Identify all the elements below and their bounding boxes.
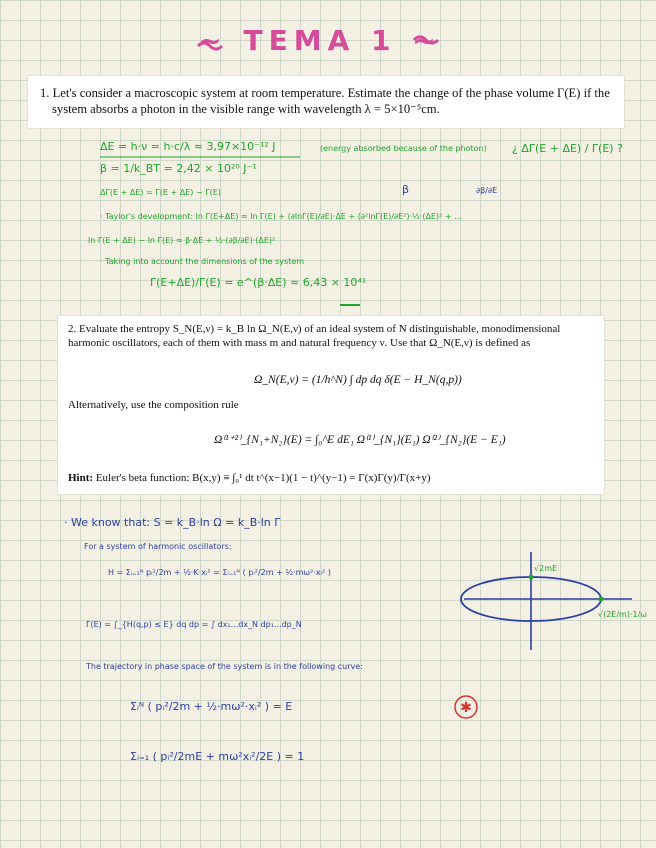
note-hamiltonian: H = Σᵢ₌₁ᴺ pᵢ²/2m + ½·K·xᵢ² = Σᵢ₌₁ᴺ ( pᵢ²/2m + ½·mω²·xᵢ² ) xyxy=(108,568,331,577)
note-energy: ΔE = h·ν = h·c/λ ≈ 3,97×10⁻¹² J xyxy=(100,140,276,153)
note-axis-label: √(2E/m)·1/ω xyxy=(598,610,647,619)
title-squiggle-left xyxy=(198,43,222,49)
note-ln-difference: ln Γ(E + ΔE) − ln Γ(E) ≈ β·ΔE + ½·(∂β/∂E)·(ΔE)² xyxy=(88,236,276,245)
note-system: For a system of harmonic oscillators: xyxy=(84,542,232,551)
note-curve-2: Σᵢ₌₁ ( pᵢ²/2mE + mω²xᵢ²/2E ) = 1 xyxy=(130,750,305,763)
problem-2-alternative: Alternatively, use the composition rule xyxy=(68,399,239,411)
problem-1-text: Let's consider a macroscopic system at room temperature. Estimate the change of the phase volume Γ(E) if the system absorbs a photon in the visible range with wavelength λ = 5×10⁻⁵cm. xyxy=(52,86,610,116)
note-beta: β = 1/k_BT = 2,42 × 10²⁰ J⁻¹ xyxy=(100,162,257,175)
note-gamma-integral: Γ(E) = ∫_{H(q,p) ≤ E} dq dp = ∫ dx₁...dx_N dp₁...dp_N xyxy=(86,620,302,629)
star-mark-icon: ✱ xyxy=(460,700,472,716)
note-ratio-result: Γ(E+ΔE)/Γ(E) = e^(β·ΔE) ≈ 6,43 × 10⁴¹ xyxy=(150,276,367,289)
note-question: ¿ ΔΓ(E + ΔE) / Γ(E) ? xyxy=(512,142,623,155)
problem-2-number: 2. xyxy=(68,323,77,335)
note-trajectory: The trajectory in phase space of the system is in the following curve: xyxy=(86,662,363,671)
note-energy-comment: (energy absorbed because of the photon) xyxy=(320,144,487,153)
page-title: ~ TEMA 1 ~ xyxy=(198,24,442,57)
note-curve-1: Σᵢᴺ ( pᵢ²/2m + ½·mω²·xᵢ² ) = E xyxy=(130,700,293,713)
ellipse-right-point xyxy=(599,597,604,602)
ellipse-top-point xyxy=(529,575,534,580)
problem-2-equation-2: Ω⁽¹⁺²⁾_{N₁+N₂}(E) = ∫₀^E dE₁ Ω⁽¹⁾_{N₁}(E₁) Ω⁽²⁾_{N₂}(E − E₁) xyxy=(214,434,506,446)
note-taking-account: · Taking into account the dimensions of the system xyxy=(100,257,305,266)
note-sqrt-label: √2mE xyxy=(534,564,558,573)
hint-text: Euler's beta function: B(x,y) ≡ ∫₀¹ dt t^(x−1)(1 − t)^(y−1) = Γ(x)Γ(y)/Γ(x+y) xyxy=(95,472,431,484)
note-dbeta-label: ∂β/∂E xyxy=(476,186,498,195)
hint-label: Hint: xyxy=(68,472,94,484)
note-delta-gamma: ΔΓ(E + ΔE) = Γ(E + ΔE) − Γ(E) xyxy=(100,188,221,197)
note-taylor: · Taylor's development: ln Γ(E+ΔE) ≈ ln Γ(E) + (∂lnΓ(E)/∂E)·ΔE + (∂²lnΓ(E)/∂E²)·½·(ΔE)² + ... xyxy=(100,212,462,221)
problem-2-text: Evaluate the entropy S_N(E,ν) = k_B ln Ω_N(E,ν) of an ideal system of N distinguishable, monodimensional harmonic oscillators, each of them with mass m and natural frequency ν. Use that Ω_N(E,ν) is defined as xyxy=(68,323,561,349)
problem-1-number: 1. xyxy=(40,86,50,100)
problem-2-equation-1: Ω_N(E,ν) = (1/h^N) ∫ dp dq δ(E − H_N(q,p)) xyxy=(254,374,462,386)
note-beta-label: β xyxy=(402,183,410,196)
title-squiggle-right xyxy=(414,37,438,43)
note-we-know: · We know that: S = k_B·ln Ω = k_B·ln Γ xyxy=(64,516,281,529)
